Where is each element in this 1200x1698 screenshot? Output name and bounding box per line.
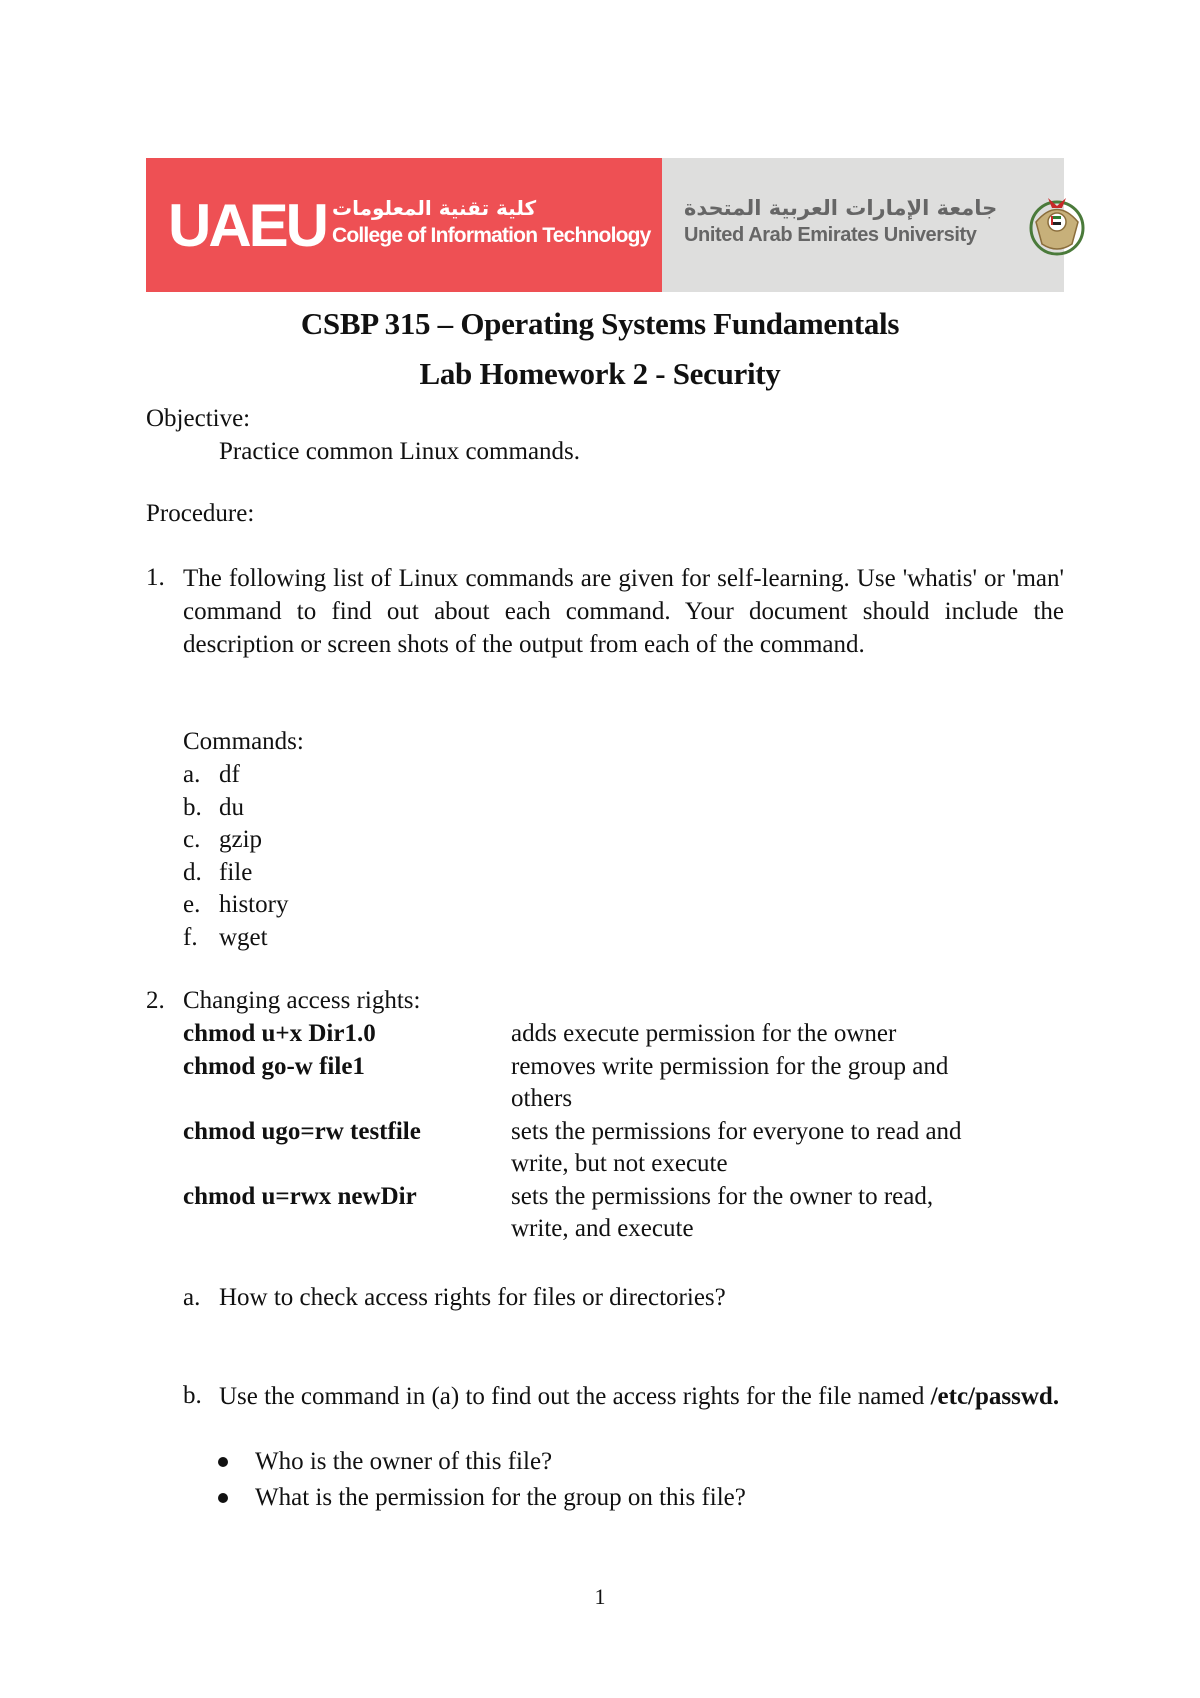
chmod-description: adds execute permission for the owner (511, 1020, 897, 1047)
list-letter: a. (183, 761, 201, 788)
page-number: 1 (594, 1584, 606, 1609)
objective-label: Objective: (146, 405, 251, 432)
list-letter: c. (183, 826, 201, 853)
chmod-command: chmod ugo=rw testfile (183, 1118, 421, 1145)
list-letter: d. (183, 859, 202, 886)
procedure-label: Procedure: (146, 500, 255, 527)
list-letter: e. (183, 891, 201, 918)
bullet-dot-icon (218, 1493, 228, 1503)
question-b-text (219, 1380, 1064, 1413)
uaeu-logo: UAEU (168, 192, 327, 259)
chmod-command: chmod go-w file1 (183, 1053, 365, 1080)
item-number: 2. (146, 987, 165, 1014)
chmod-description: sets the permissions for everyone to read and (511, 1118, 962, 1145)
item1-text: The following list of Linux commands are given for self-learning. Use 'whatis' or 'man' command to find out about each command. Your document should include the description or screen shots of the output from each of the command. (183, 565, 1064, 658)
college-name-arabic: كلية تقنية المعلومات (332, 196, 537, 220)
chmod-description: write, but not execute (511, 1150, 728, 1177)
question-b-body: Use the command in (a) to find out the access rights for the file named (219, 1383, 925, 1410)
course-title: CSBP 315 – Operating Systems Fundamentals (300, 306, 900, 341)
command-name: df (219, 761, 240, 788)
chmod-command: chmod u=rwx newDir (183, 1183, 417, 1210)
command-name: gzip (219, 826, 263, 853)
command-name: wget (219, 924, 268, 951)
university-name-arabic: جامعة الإمارات العربية المتحدة (684, 196, 998, 220)
chmod-description: write, and execute (511, 1215, 694, 1242)
objective-text: Practice common Linux commands. (219, 438, 581, 465)
list-letter: b. (183, 1382, 202, 1409)
university-banner (662, 158, 1064, 292)
chmod-description: others (511, 1085, 573, 1112)
list-letter: f. (183, 924, 198, 951)
commands-label: Commands: (183, 728, 304, 755)
question-b-period: . (1052, 1383, 1060, 1410)
item2-text: Changing access rights: (183, 987, 421, 1014)
item-number: 1. (146, 564, 165, 591)
lab-title: Lab Homework 2 - Security (419, 356, 781, 391)
chmod-command: chmod u+x Dir1.0 (183, 1020, 376, 1047)
command-name: du (219, 794, 244, 821)
chmod-description: removes write permission for the group and (511, 1053, 949, 1080)
uae-emblem-icon (1026, 192, 1088, 258)
question-a-text: How to check access rights for files or directories? (219, 1284, 726, 1311)
command-name: file (219, 859, 253, 886)
passwd-path: /etc/passwd (930, 1383, 1053, 1410)
chmod-description: sets the permissions for the owner to read, (511, 1183, 934, 1210)
college-banner (146, 158, 662, 292)
bullet-dot-icon (218, 1457, 228, 1467)
bullet-question: What is the permission for the group on this file? (255, 1484, 746, 1511)
bullet-question: Who is the owner of this file? (255, 1448, 553, 1475)
list-letter: a. (183, 1284, 201, 1311)
list-letter: b. (183, 794, 202, 821)
command-name: history (219, 891, 289, 918)
header-banner (146, 158, 1064, 292)
university-name-english: United Arab Emirates University (684, 224, 977, 246)
college-name-english: College of Information Technology (332, 224, 651, 247)
